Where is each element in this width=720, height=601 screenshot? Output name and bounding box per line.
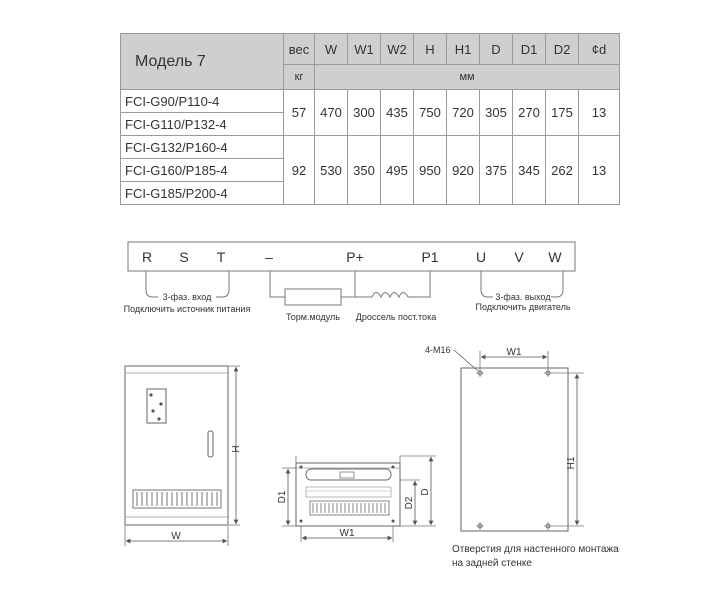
unit-dims: мм bbox=[315, 65, 620, 90]
mount-holes-label: 4-M16 bbox=[425, 345, 451, 355]
terminal-r: R bbox=[141, 249, 153, 265]
col-d2: D2 bbox=[546, 34, 579, 65]
bottom-view bbox=[277, 456, 436, 542]
col-w: W bbox=[315, 34, 348, 65]
value-cell: 530 bbox=[315, 136, 348, 205]
choke-coil-icon bbox=[372, 293, 408, 298]
model-cell: FCI-G160/P185-4 bbox=[121, 159, 284, 182]
dc-choke-label: Дроссель пост.тока bbox=[355, 312, 437, 322]
value-cell: 345 bbox=[513, 136, 546, 205]
dim-w-label: W bbox=[171, 531, 181, 542]
dim-h-label: H bbox=[231, 445, 242, 453]
terminal-p-plus: P+ bbox=[346, 249, 364, 265]
col-w1: W1 bbox=[348, 34, 381, 65]
col-weight: вес bbox=[284, 34, 315, 65]
model-cell: FCI-G132/P160-4 bbox=[121, 136, 284, 159]
unit-weight: кг bbox=[284, 65, 315, 90]
terminal-s: S bbox=[179, 249, 189, 265]
terminal-strip bbox=[128, 242, 575, 271]
value-cell: 305 bbox=[480, 90, 513, 136]
mount-note-line1: Отверстия для настенного монтажа bbox=[452, 544, 619, 555]
value-cell: 13 bbox=[579, 136, 620, 205]
value-cell: 270 bbox=[513, 90, 546, 136]
output-label-2: Подключить двигатель bbox=[475, 302, 571, 312]
value-cell: 950 bbox=[414, 136, 447, 205]
value-cell: 920 bbox=[447, 136, 480, 205]
mount-note-line2: на задней стенке bbox=[452, 558, 532, 569]
terminal-p1: P1 bbox=[421, 249, 439, 265]
col-hole: ¢d bbox=[579, 34, 620, 65]
back-h1-label: H1 bbox=[566, 456, 577, 470]
terminal-t: T bbox=[216, 249, 226, 265]
model-cell: FCI-G110/P132-4 bbox=[121, 113, 284, 136]
input-label-2: Подключить источник питания bbox=[123, 304, 251, 314]
col-h1: H1 bbox=[447, 34, 480, 65]
terminal-minus: – bbox=[265, 249, 273, 265]
col-w2: W2 bbox=[381, 34, 414, 65]
brake-module-box bbox=[285, 289, 341, 305]
dim-d-label: D bbox=[420, 488, 431, 496]
col-d: D bbox=[480, 34, 513, 65]
input-label-1: 3-фаз. вход bbox=[162, 292, 212, 302]
value-cell: 750 bbox=[414, 90, 447, 136]
dim-d1-label: D1 bbox=[277, 490, 288, 504]
value-cell: 375 bbox=[480, 136, 513, 205]
door-handle-icon bbox=[208, 431, 213, 457]
output-label-1: 3-фаз. выход bbox=[495, 292, 551, 302]
brake-module-label: Торм.модуль bbox=[286, 312, 340, 322]
value-cell: 495 bbox=[381, 136, 414, 205]
back-view bbox=[425, 345, 619, 569]
dim-d2-label: D2 bbox=[404, 496, 415, 510]
value-cell: 350 bbox=[348, 136, 381, 205]
front-view bbox=[125, 366, 242, 546]
back-w1-label: W1 bbox=[506, 347, 522, 358]
value-cell: 470 bbox=[315, 90, 348, 136]
dim-w1-label: W1 bbox=[339, 528, 355, 539]
model-cell: FCI-G185/P200-4 bbox=[121, 182, 284, 205]
value-cell: 13 bbox=[579, 90, 620, 136]
value-cell: 720 bbox=[447, 90, 480, 136]
model-header: Модель 7 bbox=[121, 34, 284, 90]
terminal-u: U bbox=[475, 249, 487, 265]
terminal-w: W bbox=[548, 249, 562, 265]
value-cell: 435 bbox=[381, 90, 414, 136]
value-cell: 92 bbox=[284, 136, 315, 205]
vent-slots bbox=[133, 490, 221, 508]
value-cell: 175 bbox=[546, 90, 579, 136]
value-cell: 57 bbox=[284, 90, 315, 136]
value-cell: 262 bbox=[546, 136, 579, 205]
col-h: H bbox=[414, 34, 447, 65]
col-d1: D1 bbox=[513, 34, 546, 65]
terminal-v: V bbox=[514, 249, 524, 265]
value-cell: 300 bbox=[348, 90, 381, 136]
model-cell: FCI-G90/P110-4 bbox=[121, 90, 284, 113]
